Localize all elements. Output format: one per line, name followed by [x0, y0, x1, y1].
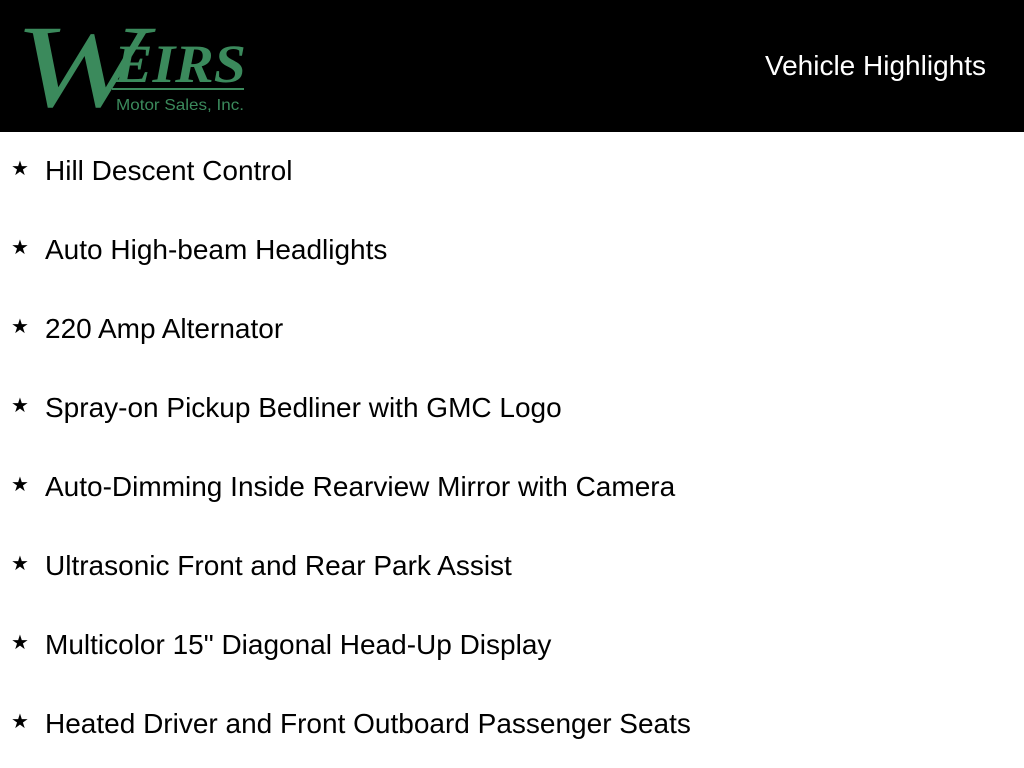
- page-title: Vehicle Highlights: [764, 50, 986, 81]
- logo-initial: W: [14, 8, 157, 124]
- star-icon: ★: [11, 472, 29, 496]
- star-icon: ★: [11, 709, 29, 733]
- feature-label: Heated Driver and Front Outboard Passenger Seats: [45, 708, 691, 739]
- star-icon: ★: [11, 551, 29, 575]
- vehicle-highlights-list: [0, 132, 1024, 764]
- star-icon: ★: [11, 235, 29, 259]
- feature-label: Multicolor 15" Diagonal Head-Up Display: [45, 629, 552, 660]
- star-icon: ★: [11, 314, 29, 338]
- feature-label: Auto High-beam Headlights: [45, 234, 388, 265]
- star-icon: ★: [11, 630, 29, 654]
- feature-label: Auto-Dimming Inside Rearview Mirror with Camera: [45, 471, 676, 502]
- page-header: [0, 0, 1024, 132]
- feature-label: Ultrasonic Front and Rear Park Assist: [45, 550, 512, 581]
- list-item: [0, 685, 1024, 764]
- weirs-logo: [12, 8, 252, 124]
- feature-label: Spray-on Pickup Bedliner with GMC Logo: [45, 392, 562, 423]
- star-icon: ★: [11, 393, 29, 417]
- logo-tagline: Motor Sales, Inc.: [116, 97, 244, 114]
- list-item: [0, 211, 1024, 290]
- list-item: [0, 132, 1024, 211]
- list-item: [0, 448, 1024, 527]
- star-icon: ★: [11, 156, 29, 180]
- list-item: [0, 369, 1024, 448]
- list-item: [0, 290, 1024, 369]
- list-item: [0, 527, 1024, 606]
- feature-label: Hill Descent Control: [45, 155, 293, 186]
- feature-label: 220 Amp Alternator: [45, 313, 284, 344]
- list-item: [0, 606, 1024, 685]
- logo-name: EIRS: [112, 34, 246, 94]
